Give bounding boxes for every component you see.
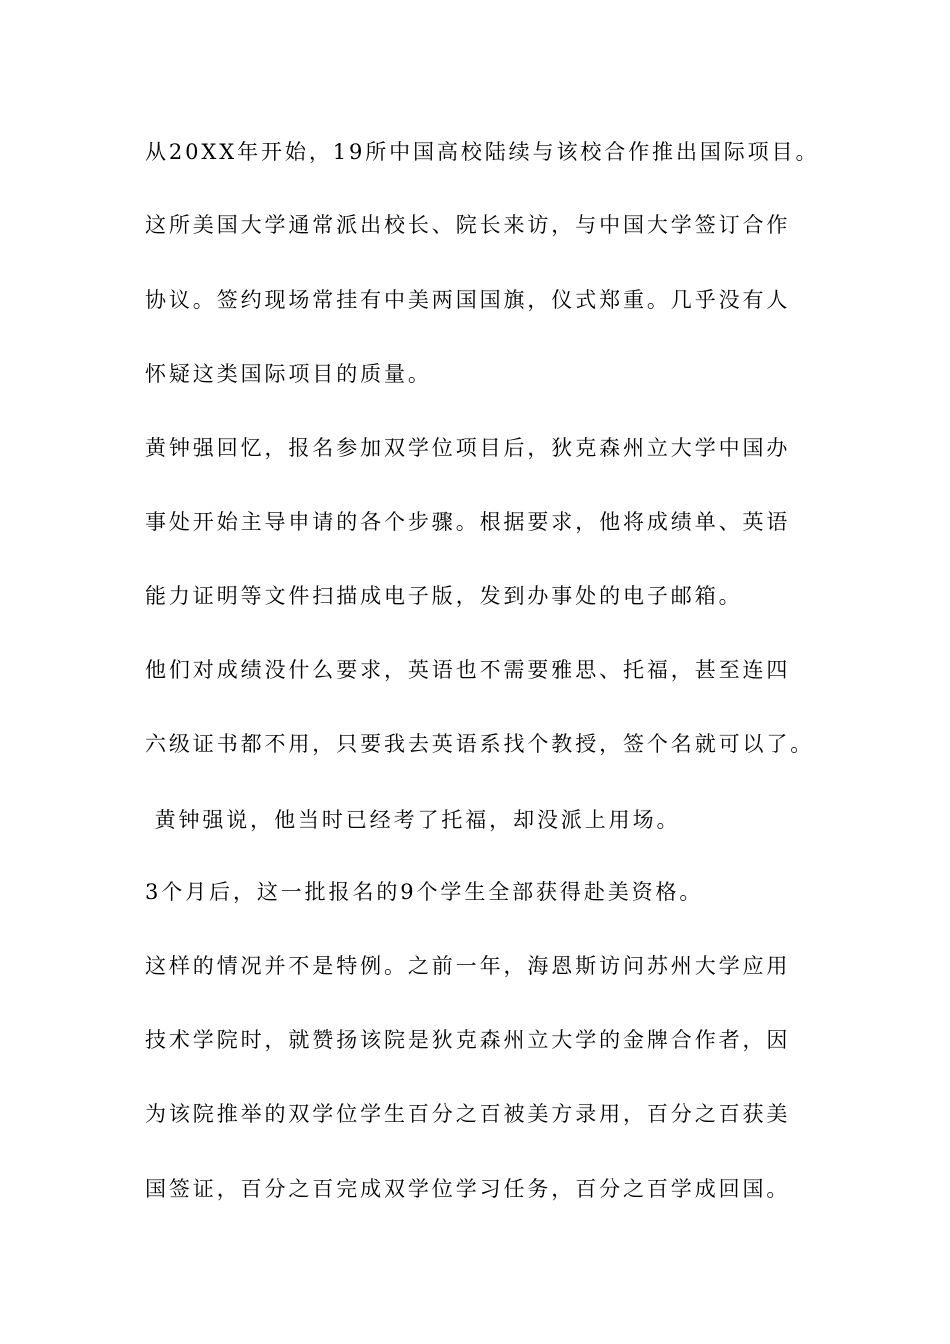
- text-line-1: 从20XX年开始，19所中国高校陆续与该校合作推出国际项目。: [145, 140, 820, 164]
- text-line-11: 3个月后，这一批报名的9个学生全部获得赴美资格。: [145, 880, 704, 904]
- text-line-12: 这样的情况并不是特例。之前一年，海恩斯访问苏州大学应用: [145, 954, 791, 978]
- text-line-7: 能力证明等文件扫描成电子版，发到办事处的电子邮箱。: [145, 584, 743, 608]
- text-line-14: 为该院推举的双学位学生百分之百被美方录用，百分之百获美: [145, 1102, 791, 1126]
- text-line-15: 国签证，百分之百完成双学位学习任务，百分之百学成回国。: [145, 1177, 791, 1201]
- text-line-6: 事处开始主导申请的各个步骤。根据要求，他将成绩单、英语: [145, 510, 791, 534]
- text-line-8: 他们对成绩没什么要求，英语也不需要雅思、托福，甚至连四: [145, 658, 791, 682]
- text-line-9: 六级证书都不用，只要我去英语系找个教授，签个名就可以了。: [145, 732, 815, 756]
- text-line-13: 技术学院时，就赞扬该院是狄克森州立大学的金牌合作者，因: [145, 1028, 791, 1052]
- text-line-3: 协议。签约现场常挂有中美两国国旗，仪式郑重。几乎没有人: [145, 288, 791, 312]
- text-line-4: 怀疑这类国际项目的质量。: [145, 362, 432, 386]
- text-line-5: 黄钟强回忆，报名参加双学位项目后，狄克森州立大学中国办: [145, 436, 791, 460]
- text-line-10: 黄钟强说，他当时已经考了托福，却没派上用场。: [145, 808, 681, 832]
- text-line-2: 这所美国大学通常派出校长、院长来访，与中国大学签订合作: [145, 213, 791, 237]
